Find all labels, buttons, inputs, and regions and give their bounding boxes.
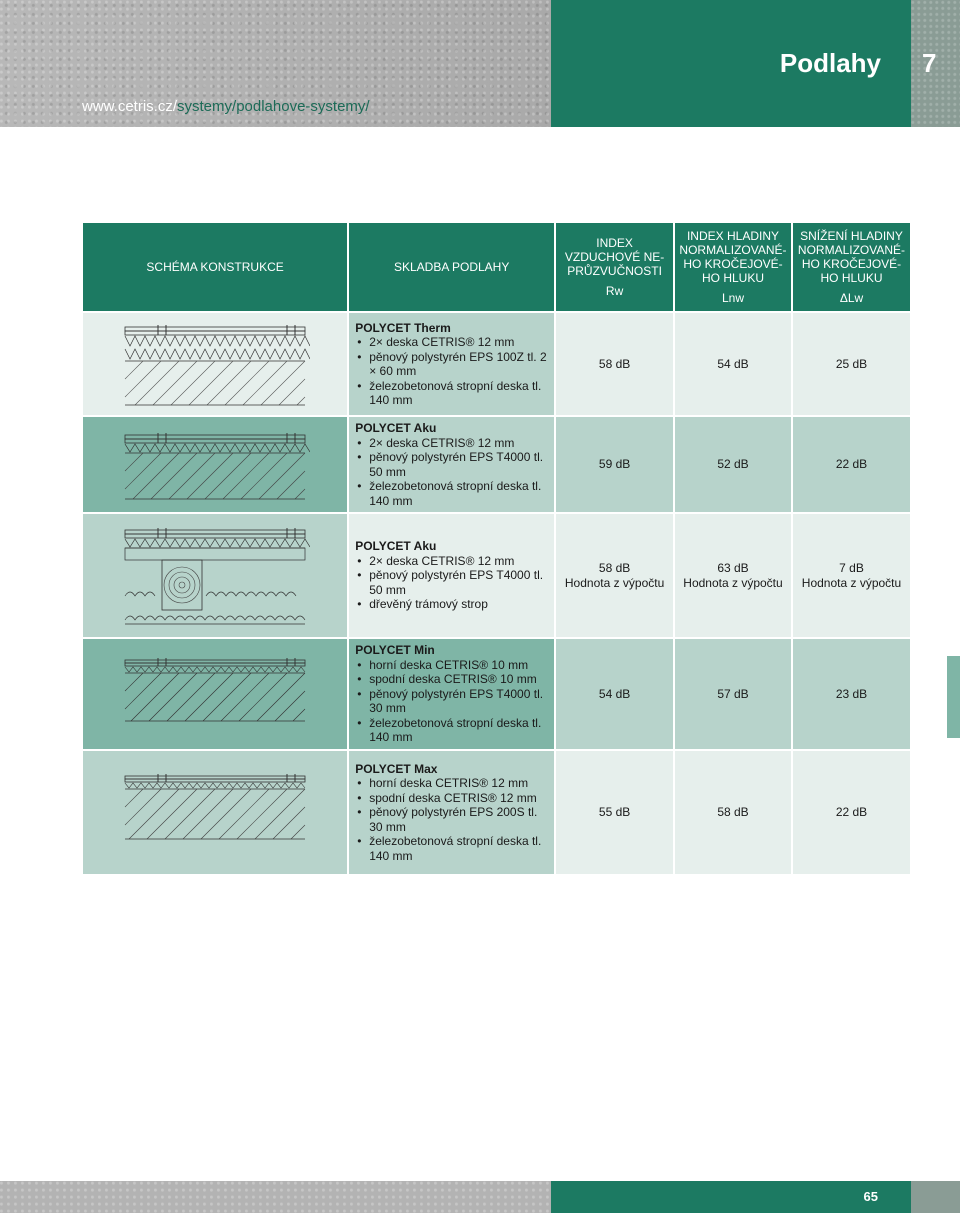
- schema-cell: [82, 750, 348, 875]
- dlw-value: 25 dB: [792, 312, 911, 416]
- header-dlw-label: SNÍŽENÍ HLADINY NORMALIZOVANÉ-HO KROČEJOVÉ-HO HLUKU: [797, 229, 906, 285]
- composition-list: [355, 776, 548, 863]
- chapter-number: 7: [922, 48, 937, 78]
- floor-systems-table: [81, 221, 912, 876]
- rw-value: 59 dB: [555, 416, 674, 513]
- list-item: • pěnový polystyrén EPS T4000 tl. 30 mm: [355, 687, 548, 716]
- url-path: systemy/podlahove-systemy/: [177, 98, 370, 115]
- lnw-value: 58 dB: [674, 750, 792, 875]
- chapter-title: Podlahy: [779, 48, 881, 78]
- composition-list: [355, 335, 548, 408]
- section-diagram-concrete: [120, 654, 310, 734]
- schema-cell: [82, 638, 348, 750]
- rw-value: [555, 513, 674, 638]
- schema-cell: [82, 513, 348, 638]
- table-row: [82, 513, 911, 638]
- list-item: • železobetonová stropní deska tl. 140 mm: [355, 834, 548, 863]
- website-url[interactable]: [82, 98, 370, 115]
- rw-value: 55 dB: [555, 750, 674, 875]
- lnw-value: [674, 513, 792, 638]
- header-rw-label: INDEX VZDUCHOVÉ NE-PRŮZVUČNOSTI: [564, 236, 665, 278]
- section-diagram-timber: [120, 520, 310, 632]
- list-item: • železobetonová stropní deska tl. 140 mm: [355, 479, 548, 508]
- system-name: POLYCET Max: [355, 761, 438, 776]
- header-schema: SCHÉMA KONSTRUKCE: [82, 222, 348, 312]
- system-name: POLYCET Aku: [355, 421, 437, 435]
- table-row: [82, 750, 911, 875]
- url-domain: www.cetris.cz/: [82, 98, 178, 115]
- header-dlw-symbol: ΔLw: [839, 291, 864, 305]
- composition-list: [355, 436, 548, 509]
- header-lnw-symbol: Lnw: [721, 291, 744, 305]
- rw-value: 58 dB: [555, 312, 674, 416]
- header-dlw: [792, 222, 911, 312]
- lnw-value: 52 dB: [674, 416, 792, 513]
- header-rw: [555, 222, 674, 312]
- rw-number: 58 dB: [598, 560, 631, 575]
- table-row: [82, 416, 911, 513]
- table-row: [82, 312, 911, 416]
- lnw-value: 57 dB: [674, 638, 792, 750]
- lnw-note: Hodnota z výpočtu: [683, 575, 783, 590]
- page-footer: [0, 1181, 960, 1213]
- list-item: • 2× deska CETRIS® 12 mm: [355, 436, 548, 451]
- header-lnw: [674, 222, 792, 312]
- composition-cell: [348, 638, 555, 750]
- chapter-side-tab: [947, 656, 960, 738]
- table-row: [82, 638, 911, 750]
- table-header-row: [82, 222, 911, 312]
- lnw-number: 63 dB: [717, 560, 749, 575]
- footer-gray-band: [0, 1181, 551, 1213]
- schema-cell: [82, 416, 348, 513]
- header-rw-symbol: Rw: [605, 284, 624, 298]
- page-number: 65: [863, 1189, 878, 1204]
- rw-note: Hodnota z výpočtu: [564, 575, 665, 590]
- list-item: • pěnový polystyrén EPS 200S tl. 30 mm: [355, 805, 548, 834]
- footer-gray-edge: [911, 1181, 960, 1213]
- list-item: • pěnový polystyrén EPS 100Z tl. 2 × 60 mm: [355, 350, 548, 379]
- dlw-value: 23 dB: [792, 638, 911, 750]
- dlw-number: 7 dB: [839, 560, 864, 575]
- composition-list: [355, 658, 548, 745]
- header-lnw-label: INDEX HLADINY NORMALIZOVANÉ-HO KROČEJOVÉ-HO HLUKU: [679, 229, 787, 285]
- composition-cell: [348, 416, 555, 513]
- dlw-value: 22 dB: [792, 750, 911, 875]
- section-diagram-concrete: [120, 425, 310, 505]
- page-header: [0, 0, 960, 127]
- system-name: POLYCET Therm: [355, 320, 451, 335]
- list-item: • spodní deska CETRIS® 12 mm: [355, 791, 548, 806]
- composition-cell: [348, 312, 555, 416]
- list-item: • spodní deska CETRIS® 10 mm: [355, 672, 548, 687]
- dlw-value: [792, 513, 911, 638]
- list-item: • pěnový polystyrén EPS T4000 tl. 50 mm: [355, 568, 548, 597]
- header-composition: SKLADBA PODLAHY: [348, 222, 555, 312]
- composition-cell: [348, 750, 555, 875]
- lnw-value: 54 dB: [674, 312, 792, 416]
- footer-green-band: [551, 1181, 911, 1213]
- section-diagram-concrete: [120, 768, 310, 858]
- system-name: POLYCET Aku: [355, 539, 437, 554]
- system-name: POLYCET Min: [355, 643, 435, 658]
- list-item: • 2× deska CETRIS® 12 mm: [355, 335, 548, 350]
- list-item: • železobetonová stropní deska tl. 140 mm: [355, 716, 548, 745]
- composition-list: [355, 554, 548, 612]
- section-diagram-concrete: [120, 319, 310, 409]
- composition-cell: [348, 513, 555, 638]
- schema-cell: [82, 312, 348, 416]
- list-item: • dřevěný trámový strop: [355, 597, 548, 612]
- list-item: • horní deska CETRIS® 12 mm: [355, 776, 548, 791]
- dlw-note: Hodnota z výpočtu: [801, 575, 902, 590]
- rw-value: 54 dB: [555, 638, 674, 750]
- list-item: • horní deska CETRIS® 10 mm: [355, 658, 548, 673]
- list-item: • železobetonová stropní deska tl. 140 mm: [355, 379, 548, 408]
- list-item: • pěnový polystyrén EPS T4000 tl. 50 mm: [355, 450, 548, 479]
- dlw-value: 22 dB: [792, 416, 911, 513]
- list-item: • 2× deska CETRIS® 12 mm: [355, 554, 548, 569]
